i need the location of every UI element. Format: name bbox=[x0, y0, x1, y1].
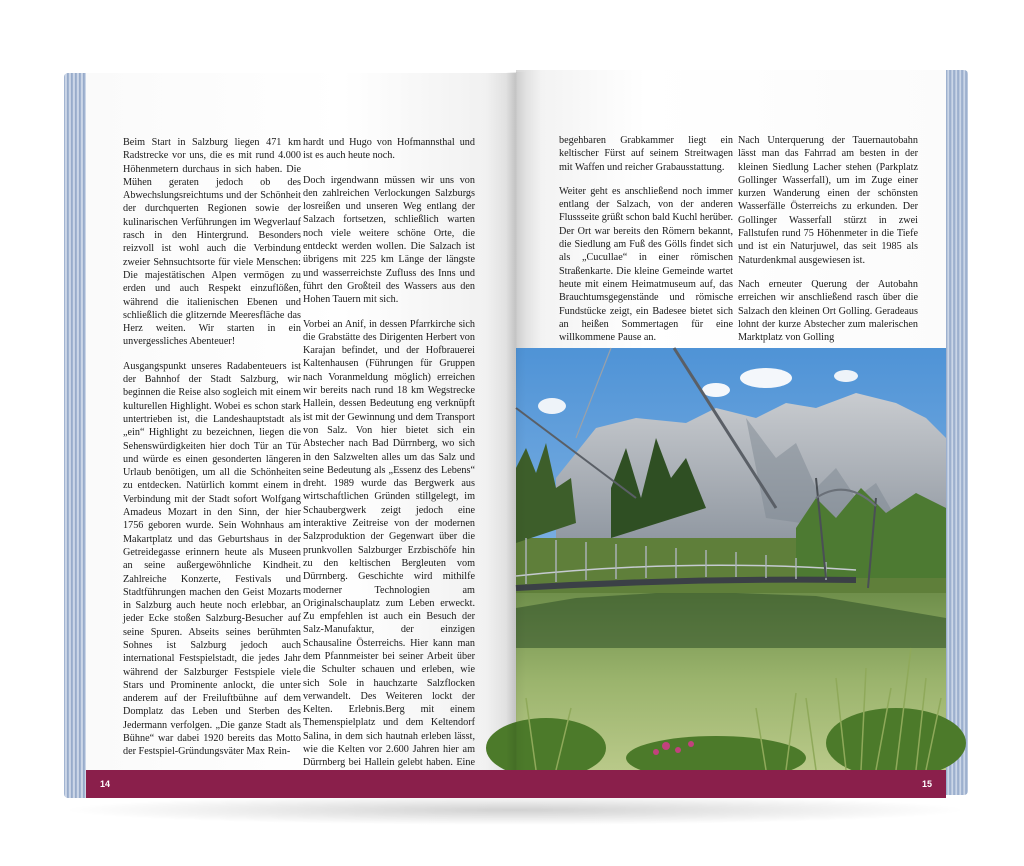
page-number-right: 15 bbox=[921, 779, 932, 789]
suspension-bridge-photo bbox=[516, 348, 946, 770]
right-column-2 bbox=[738, 134, 918, 355]
paragraph: Vorbei an Anif, in dessen Pfarrkirche sich die Grabstätte des Dirigenten Herbert von Karajan befindet, und der Hofbrauerei Kaltenhausen (Führungen für Gruppen nach Voranmeldung möglich) erreichen wir bereits nach rund 18 km Wegstrecke Hallein, dessen Bedeutung eng verknüpft ist mit der Gewinnung und dem Transport von Salz. Von hier bietet sich ein Abstecher nach Bad Dürrnberg, wo sich in den Salzwelten alles um das Salz und seine Bedeutung als „Essenz des Lebens“ dreht. 1989 wurde das Bergwerk aus wirtschaftlichen Gründen stillgelegt, im Schaubergwerk zeigt jedoch eine interaktive Zeitreise von der modernen Salzproduktion der Gegenwart über die prunkvollen Salzburger Erzbischöfe hin zu den keltischen Bergleuten vom Dürrnberg. Geschichte wird mithilfe moderner Technologien am Originalschauplatz zum Leben erweckt. Zu empfehlen ist auch ein Besuch der Salz-Manufaktur, der einzigen Schausaline Österreichs. Hier kann man dem Pfannmeister bei seiner Arbeit über die Schulter schauen und erleben, wie sich Sole in hauchzarte Salzflocken verwandelt. Des Weiteren lockt der Kelten. Erlebnis.Berg mit einem Themenspielplatz und dem Keltendorf Salina, in dem sich hautnah erleben lässt, wie die Kelten vor 2.600 Jahren hier am Dürrnberg bei Hallein gelebt haben. Eine bbox=[303, 318, 475, 769]
paragraph: Nach erneuter Querung der Autobahn erreichen wir anschließend rasch über die Salzach den kleinen Ort Golling. Geradeaus lohnt der kurze Abstecher zum malerischen Marktplatz von Golling bbox=[738, 278, 918, 344]
right-footer-bar bbox=[516, 770, 946, 798]
page-number-left: 14 bbox=[100, 779, 111, 789]
paragraph: Doch irgendwann müssen wir uns von den zahlreichen Verlockungen Salzburgs losreißen und unseren Weg entlang der Salzach fortsetzen, schließlich warten noch viele weitere schöne Orte, die entdeckt werden wollen. Die Salzach ist übrigens mit 225 km Länge der längste und wasserreichste Zufluss des Inns und führt den Großteil des Wassers aus den Hohen Tauern mit sich. bbox=[303, 174, 475, 306]
paragraph: Ausgangspunkt unseres Radabenteuers ist der Bahnhof der Stadt Salzburg, wir beginnen die Reise also sogleich mit einem kulturellen Highlight. Wobei es schon stark untertrieben ist, die Landeshauptstadt als „ein“ Highlight zu bezeichnen, liegen die Sehenswürdigkeiten hier doch Tür an Tür und würde es einen gesonderten längeren Urlaub benötigen, um all die Schönheiten zu entdecken. Natürlich kommt einem in Verbindung mit der Stadt sofort Wolfgang Amadeus Mozart in den Sinn, der hier 1756 geboren wurde. Sein Wohnhaus am Makartplatz und das Geburtshaus in der Getreidegasse erinnern heute als Museen an seine außergewöhnliche Kindheit. Zahlreiche Konzerte, Festivals und Stadtführungen machen den Geist Mozarts in Salzburg auch heute noch erlebbar, an jeder Ecke stoßen Salzburg-Besucher auf seine Spuren. Abseits seines berühmten Sohnes ist Salzburg jedoch auch international Festspielstadt, die jedes Jahr während der Salzburger Festspiele viele Stars und Prominente anlockt, die unter anderem auf der Freiluftbühne auf dem Domplatz das Leben und Sterben des Jedermann verfolgen. „Die ganze Stadt als Bühne“ war dabei 1920 bereits das Motto der Festspiel-Gründungsväter Max Rein- bbox=[123, 360, 301, 758]
left-footer-bar bbox=[86, 770, 516, 798]
left-column-2 bbox=[303, 136, 475, 807]
right-column-1 bbox=[559, 134, 733, 355]
paragraph: Beim Start in Salzburg liegen 471 km Radstrecke vor uns, die es mit rund 4.000 Höhenmetern durchaus in sich haben. Die Mühen geraten jedoch ob des Abwechslungsreichtums und der Schönheit der durchquerten Regionen sowie der kulinarischen Verführungen im Wegverlauf rasch in den Hintergrund. Besonders reizvoll ist wohl auch die Verbindung zweier Sehnsuchtsorte für viele Menschen: Die majestätischen Alpen vermögen zu erden und auch Respekt einzuflößen, während die italienischen Ebenen und schließlich die glitzernde Meeresfläche das Herz weiten. Wir starten in ein unvergessliches Abenteuer! bbox=[123, 137, 301, 348]
paragraph: Weiter geht es anschließend noch immer entlang der Salzach, von der anderen Flussseite grüßt schon bald Kuchl herüber. Der Ort war bereits den Römern bekannt, die Siedlung am Fuß des Gölls findet sich als „Cucullae“ in einer römischen Straßenkarte. Die kleine Gemeinde wartet heute mit einem Heimatmuseum auf, das Brauchtumsgegenstände und römische Fundstücke zeigt, ein Badesee bietet sich an heißen Sommertagen für eine willkommene Pause an. bbox=[559, 185, 733, 344]
left-page bbox=[86, 73, 516, 770]
left-column-1 bbox=[123, 136, 301, 770]
paragraph: begehbaren Grabkammer liegt ein keltischer Fürst auf seinem Streitwagen mit Waffen und reicher Grabausstattung. bbox=[559, 135, 733, 173]
book-shadow bbox=[60, 795, 970, 825]
book-gutter-shadow bbox=[506, 72, 526, 798]
paragraph: Nach Unterquerung der Tauernautobahn lässt man das Fahrrad am besten in der kleinen Siedlung Lacher stehen (Parkplatz Gollinger Wasserfall), um im Zuge einer kurzen Wanderung einen der schönsten Wasserfälle Österreichs zu erkunden. Der Gollinger Wasserfall stürzt in zwei Fallstufen rund 75 Höhenmeter in die Tiefe und ist ein Naturjuwel, das seit 1985 als Naturdenkmal ausgewiesen ist. bbox=[738, 135, 918, 266]
paragraph: hardt und Hugo von Hofmannsthal und ist es auch heute noch. bbox=[303, 137, 475, 162]
